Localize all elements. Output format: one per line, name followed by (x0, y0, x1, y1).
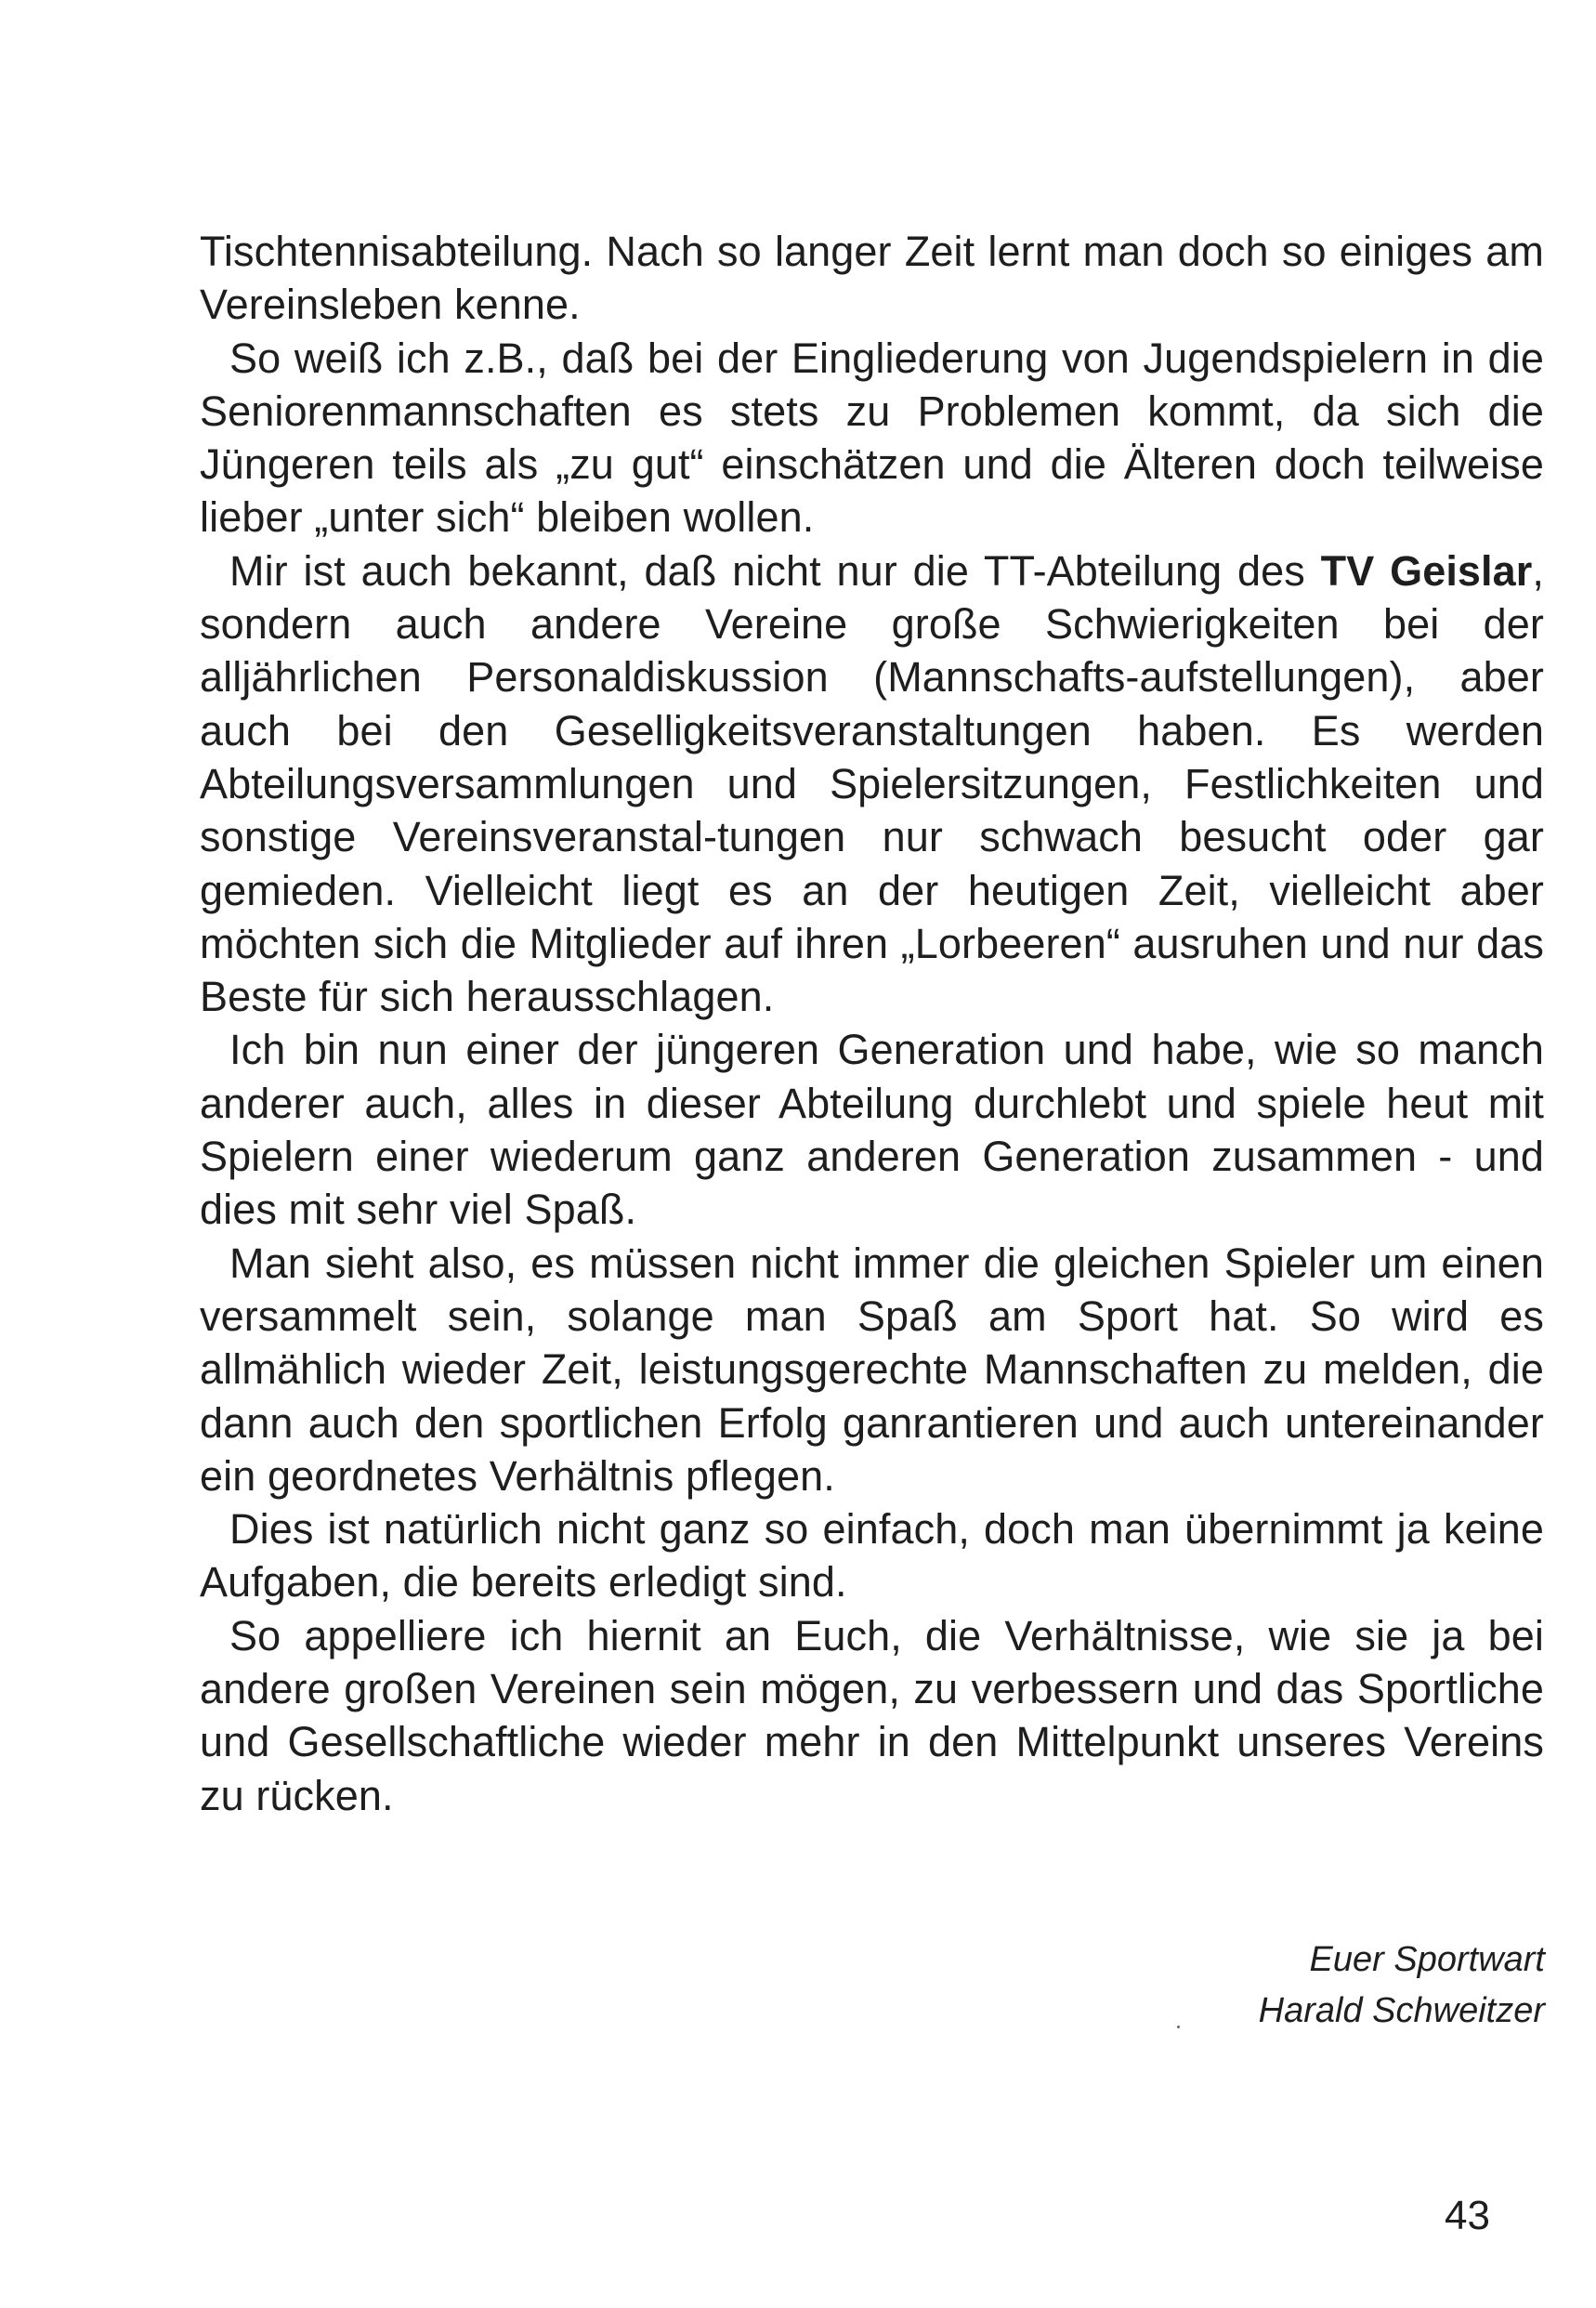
paragraph-2: So weiß ich z.B., daß bei der Eingliederung von Jugendspielern in die Seniorenmannschaften es stets zu Problemen kommt, da sich die Jüngeren teils als „zu gut“ einschätzen und die Älteren doch teilweise lieber „unter sich“ bleiben wollen. (200, 334, 1544, 542)
paragraph-4: Ich bin nun einer der jüngeren Generation und habe, wie so manch anderer auch, alles in dieser Abteilung durchlebt und spiele heut mit Spielern einer wiederum ganz anderen Generation zusammen - und dies mit sehr viel Spaß. (200, 1026, 1544, 1234)
signature-block (1259, 1934, 1545, 2037)
signature-role: Euer Sportwart (1309, 1940, 1545, 1979)
article-body (200, 225, 1544, 1822)
scan-speck (1177, 2026, 1180, 2028)
paragraph-1: Tischtennisabteilung. Nach so langer Zeit lernt man doch so einiges am Vereinsleben kenne. (200, 228, 1544, 329)
paragraph-3-rest: , sondern auch andere Vereine große Schwierigkeiten bei der alljährlichen Personaldiskussion (Mannschafts-aufstellungen), aber auch bei den Geselligkeitsveranstaltungen haben. Es werden Abteilungsversammlungen und Spielersitzungen, Festlichkeiten und sonstige Vereinsveranstal-tungen nur schwach besucht oder gar gemieden. Vielleicht liegt es an der heutigen Zeit, vielleicht aber möchten sich die Mitglieder auf ihren „Lorbeeren“ ausruhen und nur das Beste für sich herausschlagen. (200, 546, 1545, 1021)
paragraph-5: Man sieht also, es müssen nicht immer die gleichen Spieler um einen versammelt sein, solange man Spaß am Sport hat. So wird es allmählich wieder Zeit, leistungsgerechte Mannschaften zu melden, die dann auch den sportlichen Erfolg ganrantieren und auch untereinander ein geordnetes Verhältnis pflegen. (200, 1239, 1544, 1500)
paragraph-6: Dies ist natürlich nicht ganz so einfach, doch man übernimmt ja keine Aufgaben, die bereits erledigt sind. (200, 1505, 1544, 1606)
signature-name: Harald Schweitzer (1258, 1991, 1545, 2030)
club-name: TV Geislar (1320, 546, 1533, 595)
page-number: 43 (1445, 2193, 1490, 2238)
paragraph-3-start: Mir ist auch bekannt, daß nicht nur die TT-Abteilung des (229, 546, 1321, 595)
paragraph-7: So appelliere ich hiernit an Euch, die Verhältnisse, wie sie ja bei andere großen Vereinen sein mögen, zu verbessern und das Sportliche und Gesellschaftliche wieder mehr in den Mittelpunkt unseres Vereins zu rücken. (200, 1611, 1544, 1819)
paragraph-3 (200, 544, 1544, 1024)
